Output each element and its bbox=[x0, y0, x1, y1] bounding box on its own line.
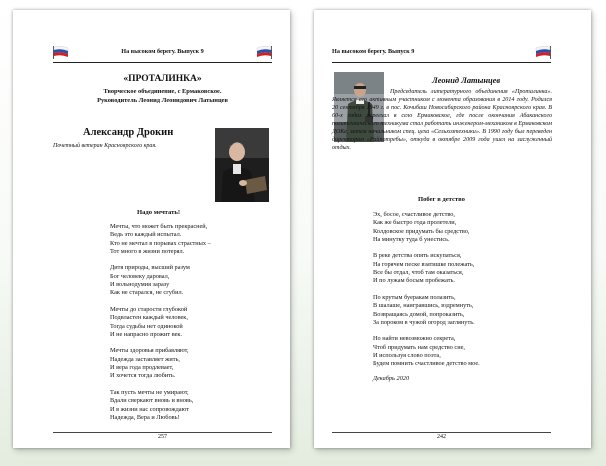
header-title: На высоком берегу. Выпуск 9 bbox=[332, 48, 415, 55]
poem-line: И вера года продлевает, bbox=[110, 364, 174, 372]
org-subtitle: Творческое объединение, с Ермаковское. bbox=[103, 88, 222, 95]
poem-body bbox=[373, 211, 480, 383]
poem-line: Дитя природы, высший разум bbox=[110, 264, 190, 272]
poem-line: Бог человеку даровал, bbox=[110, 272, 170, 280]
poem-line: Ведь это каждый испытал. bbox=[110, 231, 182, 239]
author-photo bbox=[215, 128, 269, 202]
poem-title: Побег в детство bbox=[418, 196, 465, 203]
page-number: 257 bbox=[158, 434, 167, 440]
poem-date: Декабрь 2020 bbox=[373, 374, 410, 382]
poem-line: Тогда судьбы нет одинокой bbox=[110, 322, 183, 330]
poem-line: Тот много в жизни потерял. bbox=[110, 247, 185, 255]
left-page bbox=[13, 10, 290, 448]
right-page bbox=[314, 10, 591, 448]
poem-line: На минутку туда б унестись. bbox=[373, 235, 450, 243]
flag-icon bbox=[535, 46, 551, 59]
poem-title: Надо мечтать! bbox=[137, 209, 181, 216]
poem-line: В шалаше, наигравшись, вздремнуть, bbox=[373, 302, 474, 310]
poem-line: Мечты здоровья прибавляют, bbox=[110, 347, 189, 355]
poem-line: За пороком в чужой огород заглянуть. bbox=[373, 318, 475, 326]
poem-line: Надежда заставляет жить, bbox=[110, 355, 180, 363]
poem-line: Надежда, Вера и Любовь! bbox=[110, 413, 180, 421]
author-name: Александр Дрокин bbox=[83, 127, 174, 138]
poem-line: И используя слово поэта, bbox=[373, 352, 441, 360]
running-header bbox=[53, 46, 272, 63]
org-title: «ПРОТАЛИНКА» bbox=[123, 74, 202, 84]
poem-line: Колдовское придумать бы средство, bbox=[373, 227, 470, 235]
poem-line: Мечты, что может быть прекрасней, bbox=[110, 223, 208, 230]
poem-line: Подвластен каждый человек, bbox=[110, 314, 188, 322]
flag-icon bbox=[256, 46, 272, 59]
poem-line: Как же быстро года пролетели, bbox=[373, 219, 457, 227]
poem-line: И не напрасно прожит век. bbox=[110, 330, 183, 338]
org-leader: Руководитель Леонид Леонидович Латынцев bbox=[97, 97, 228, 104]
poem-line: На горячем песке взатишке полежать, bbox=[373, 260, 475, 268]
poem-line: Возвращаясь домой, попроказить, bbox=[373, 310, 465, 318]
author-bio: Председатель литературного объединения «Проталинка». Является его активным участником с момента образования в 2014 году. Родился 20 сентября 1949 г. в пос. Кочибаш Новосибирского района Красноярского края. В 60-х годах переехал в село Ермаковское, где после окончания Абаканского политехнического техникума стал работать инженером-механиком в Ермаковском ДОКе, затем начальником спец. цеха «Сельхозтехники». В 1990 году был переведен директором «Райпотребы», откуда в октябре 2009 года ушел на заслуженный отдых. bbox=[332, 89, 552, 151]
poem-line: Вдали сверкают вновь и вновь, bbox=[110, 397, 194, 405]
poem-line: И вольнодумия заразу bbox=[110, 281, 170, 289]
poem-line: И по лужам босым пробежать. bbox=[373, 277, 455, 285]
poem-line: Кто не мечтал в порывах страстных – bbox=[110, 239, 211, 247]
author-caption: Почетный ветеран Красноярского края. bbox=[53, 143, 157, 149]
poem-line: Мечты до старости глубокой bbox=[110, 305, 188, 313]
poem-line: Но найти невозможно секрета, bbox=[373, 335, 456, 343]
poem-line: Так пусть мечты не умирают, bbox=[110, 388, 189, 396]
poem-line: И хочется тогда любить. bbox=[110, 372, 176, 380]
author-name: Леонид Латынцев bbox=[432, 76, 501, 85]
page-footer bbox=[53, 432, 272, 440]
poem-line: Как не старался, не сгубил. bbox=[110, 289, 184, 297]
poem-line: По крутым буеракам полазить, bbox=[373, 293, 456, 301]
poem-line: Чтоб придумать нам средство сие, bbox=[373, 343, 465, 351]
poem-line: Все бы отдал, чтоб там оказаться, bbox=[373, 269, 464, 277]
running-header bbox=[332, 46, 551, 63]
poem-body bbox=[110, 223, 211, 430]
poem-line: Эх, босое, счастливое детство, bbox=[373, 211, 456, 218]
header-title: На высоком берегу. Выпуск 9 bbox=[121, 48, 204, 55]
poem-line: Будем помнить счастливое детство мое. bbox=[373, 360, 480, 368]
poem-line: И в жизни нас сопровождают bbox=[110, 405, 189, 413]
page-number: 242 bbox=[437, 434, 446, 440]
poem-line: В реке детства опять искупаться, bbox=[373, 252, 462, 260]
page-footer bbox=[332, 432, 551, 440]
